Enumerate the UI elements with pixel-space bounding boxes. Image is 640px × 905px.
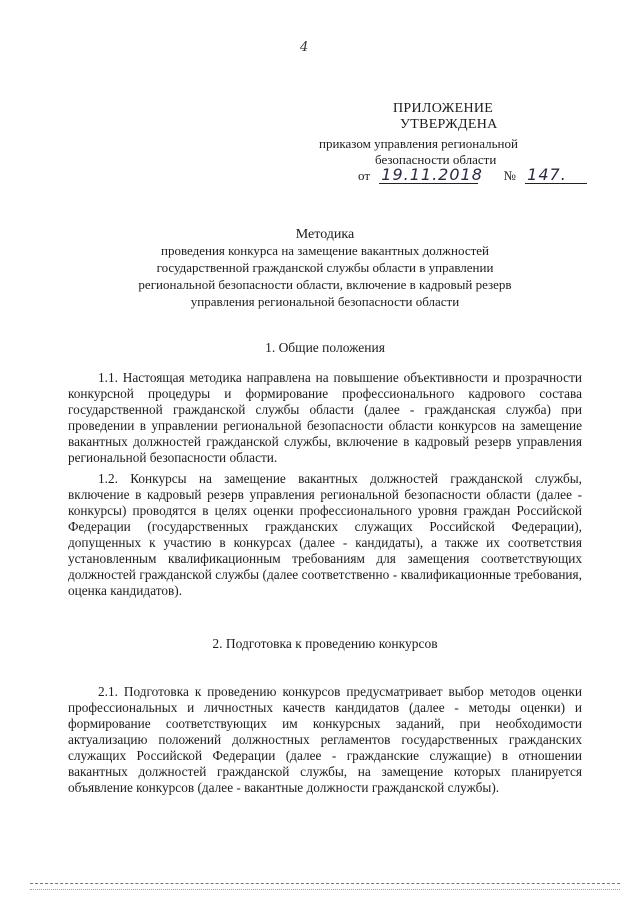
number-prefix: № xyxy=(503,168,516,183)
appendix-dept-line: безопасности области xyxy=(375,152,497,167)
method-title: Методика xyxy=(295,227,355,242)
page-number: 4 xyxy=(300,40,309,55)
method-subtitle-line: управления региональной безопасности области xyxy=(190,294,460,309)
date-prefix: от xyxy=(358,168,371,183)
section-1-heading: 1. Общие положения xyxy=(265,340,385,355)
section-2-heading: 2. Подготовка к проведению конкурсов xyxy=(212,636,438,651)
method-subtitle-line: региональной безопасности области, включение в кадровый резерв xyxy=(138,277,512,292)
method-subtitle xyxy=(90,242,560,310)
bottom-rule xyxy=(30,889,620,890)
appendix-date-line xyxy=(358,167,587,184)
paragraph-2-1: 2.1. Подготовка к проведению конкурсов предусматривает выбор методов оценки профессиональных и личностных качеств кандидатов (далее - методы оценки) и формирование соответствующих им конкурсных заданий, при необходимости актуализацию положений должностных регламентов государственных гражданских служащих Российской Федерации (далее - гражданские служащие) в отношении вакантных должностей гражданской службы, на замещение которых планируется объявление конкурсов (далее - вакантные должности гражданской службы). xyxy=(68,684,582,795)
handwritten-number: 147. xyxy=(525,167,587,184)
method-subtitle-line: проведения конкурса на замещение вакантных должностей xyxy=(160,243,489,258)
appendix-order-line: приказом управления региональной xyxy=(319,136,518,151)
method-subtitle-line: государственной гражданской службы области в управлении xyxy=(156,260,494,275)
bottom-rule xyxy=(30,883,620,884)
handwritten-date: 19.11.2018 xyxy=(381,165,483,184)
appendix-approved: УТВЕРЖДЕНА xyxy=(400,117,498,132)
paragraph-1-1: 1.1. Настоящая методика направлена на повышение объективности и прозрачности конкурсной процедуры и формирование профессионального кадрового состава государственной гражданской службы области (далее - гражданская служба) при проведении в управлении региональной безопасности области конкурсов на замещение вакантных должностей гражданской службы, включение в кадровый резерв управления региональной безопасности области. xyxy=(68,370,582,465)
appendix-title: ПРИЛОЖЕНИЕ xyxy=(393,101,494,116)
paragraph-1-2: 1.2. Конкурсы на замещение вакантных должностей гражданской службы, включение в кадровый резерв управления региональной безопасности области (далее - конкурсы) проводятся в целях оценки профессионального уровня граждан Российской Федерации (государственных гражданских служащих Российской Федерации), допущенных к участию в конкурсах (далее - кандидаты), а также их соответствия установленным квалификационным требованиям для замещения соответствующих должностей гражданской службы (далее соответственно - квалификационные требования, оценка кандидатов). xyxy=(68,471,582,598)
